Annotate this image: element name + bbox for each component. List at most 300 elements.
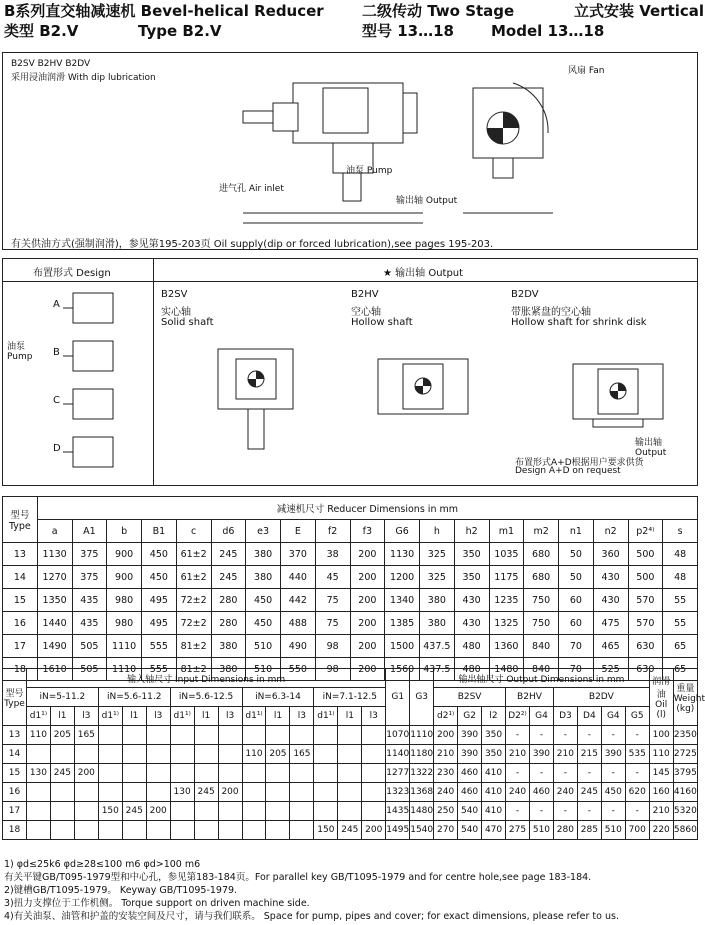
table-cell: 230 [434,764,458,783]
table-cell: 1368 [410,783,434,802]
table-row [3,612,698,635]
table-row [3,589,698,612]
table-cell: 495 [142,612,177,635]
table-cell: 280 [211,612,246,635]
table-cell: 270 [434,821,458,840]
table-cell: 245 [211,566,246,589]
table-row [3,726,698,745]
table-cell [194,745,218,764]
table-cell: 17 [3,635,38,658]
table-cell [218,745,242,764]
table-cell [266,764,290,783]
table-cell: 200 [146,802,170,821]
table-cell: 505 [72,658,107,681]
table-cell: - [577,726,601,745]
column-header: n2 [593,520,628,543]
table-cell: 630 [628,658,663,681]
table-cell: 390 [529,745,553,764]
table-cell: 17 [3,802,27,821]
table-cell: 4160 [673,783,697,802]
design-note-en: Design A+D on request [515,466,621,476]
table-cell: 200 [350,612,385,635]
table-cell: - [625,802,649,821]
column-header: b [107,520,142,543]
table-cell: 100 [649,726,673,745]
table-cell: 500 [628,543,663,566]
table-cell: 98 [315,635,350,658]
column-header: G2 [458,707,482,726]
table-cell [338,764,362,783]
table-cell: 1235 [489,589,524,612]
output-label-design: 输出轴 Output [635,438,667,458]
table-cell: 1440 [37,612,72,635]
table-cell [170,802,194,821]
page-header [4,2,705,42]
table-cell: 65 [663,658,698,681]
table-cell: 380 [211,658,246,681]
table-cell: 700 [625,821,649,840]
output-label-top: 输出轴 Output [396,196,458,206]
table-cell: 390 [458,745,482,764]
column-header: G4 [601,707,625,726]
table-cell: 620 [625,783,649,802]
table-cell: 245 [122,802,146,821]
table-cell: 488 [281,612,316,635]
table-cell [98,764,122,783]
table-cell: - [529,726,553,745]
input-output-dimensions-table [2,668,705,840]
table-cell: 1140 [386,745,410,764]
table-cell: - [553,726,577,745]
table-cell: 1270 [37,566,72,589]
column-header: m2 [524,520,559,543]
table-cell: 370 [281,543,316,566]
column-header: D4 [577,707,601,726]
shaft-b2hv-cn: 空心轴 [351,307,381,318]
column-header: A1 [72,520,107,543]
title-mid: 二级传动 Two Stage [362,2,515,20]
column-header: l1 [122,707,146,726]
table-cell: 570 [628,589,663,612]
table-cell: 210 [649,802,673,821]
table-cell: - [553,802,577,821]
table-cell [146,726,170,745]
table-row [3,783,698,802]
table-cell: 48 [663,543,698,566]
design-positions-drawing [23,283,143,483]
table-cell: 75 [315,612,350,635]
table-cell: 13 [3,543,38,566]
table-cell: 110 [26,726,50,745]
table-cell: 15 [3,589,38,612]
table-cell [362,802,386,821]
table-cell: - [506,764,530,783]
table-cell [338,726,362,745]
column-header: l3 [218,707,242,726]
table-cell: 1385 [385,612,420,635]
table-cell: - [577,764,601,783]
table-cell: 160 [649,783,673,802]
table-cell: 750 [524,612,559,635]
table-cell: 1500 [385,635,420,658]
table-cell: 1035 [489,543,524,566]
table-cell: 410 [482,802,506,821]
table-cell [242,764,266,783]
column-header: B1 [142,520,177,543]
table-cell: 2725 [673,745,697,764]
column-header: l3 [290,707,314,726]
table-cell: 510 [529,821,553,840]
table-cell: 980 [107,612,142,635]
oil-supply-footnote: 有关供油方式(强制润滑)，参见第195-203页 Oil supply(dip or forced lubrication),see pages 195-203. [11,239,494,250]
column-header: h2 [454,520,489,543]
table-cell: 570 [628,612,663,635]
output-group-header: B2DV [553,688,649,707]
table-cell: 285 [577,821,601,840]
table-header-row [3,497,698,520]
table-cell: 442 [281,589,316,612]
table-cell: 280 [553,821,577,840]
table-cell: 1360 [489,635,524,658]
table-cell: - [577,802,601,821]
shaft-b2sv-cn: 实心轴 [161,307,191,318]
lubrication-label: 采用浸油润滑 With dip lubrication [11,73,156,83]
table-cell [242,802,266,821]
table-cell [218,802,242,821]
table-cell: 14 [3,566,38,589]
model-en: Model 13…18 [491,22,605,40]
table-cell: 16 [3,612,38,635]
model-cn: 型号 13…18 [362,22,454,40]
table-cell [362,764,386,783]
note-1b: 有关平键GB/T095-1979型和中心孔，参见第183-184页。For parallel key GB/T1095-1979 and for centre hole,see page 183-184. [4,872,592,883]
table-row [3,635,698,658]
shaft-b2sv-code: B2SV [161,289,188,300]
table-cell: 350 [454,543,489,566]
table-cell: 220 [649,821,673,840]
table-cell: 50 [559,566,594,589]
table-cell: 680 [524,543,559,566]
table-cell [170,764,194,783]
position-b: B [53,347,60,358]
table-cell [194,764,218,783]
table-cell: 15 [3,764,27,783]
table-cell: 1495 [386,821,410,840]
table-cell: - [506,726,530,745]
ratio-group-header: iN=5-11.2 [26,688,98,707]
table-cell [74,802,98,821]
table-cell: 245 [50,764,74,783]
table-cell: 500 [628,566,663,589]
column-header: E [281,520,316,543]
table-cell: 205 [266,745,290,764]
table-cell: - [601,802,625,821]
table-cell: 55 [663,589,698,612]
table-cell [362,745,386,764]
table-cell: 450 [601,783,625,802]
table-cell: 430 [454,589,489,612]
table-cell: 450 [142,566,177,589]
ratio-group-header: iN=7.1-12.5 [314,688,386,707]
table-cell: - [625,726,649,745]
design-note-cn: 布置形式A+D根据用户要求供货 [515,458,644,468]
pump-label-top: 油泵 Pump [346,166,393,176]
table-cell [26,802,50,821]
column-header: h [420,520,455,543]
shaft-b2dv-code: B2DV [511,289,539,300]
table-cell: 70 [559,658,594,681]
column-header: G3 [410,669,434,726]
table-cell [314,726,338,745]
table-cell [242,783,266,802]
table-cell [194,821,218,840]
table-cell [122,764,146,783]
table-cell [290,821,314,840]
table-cell: 490 [281,635,316,658]
table-cell: 245 [577,783,601,802]
table-cell: 200 [434,726,458,745]
air-inlet-label: 进气孔 Air inlet [219,184,284,194]
table-cell: 165 [290,745,314,764]
table-cell: 150 [314,821,338,840]
table-cell: 245 [194,783,218,802]
table-cell [218,726,242,745]
table-cell: 630 [628,635,663,658]
table-cell [242,726,266,745]
side-view-drawing [213,63,633,233]
table-cell: 410 [482,764,506,783]
table-cell: 14 [3,745,27,764]
table-cell: 45 [315,566,350,589]
column-header: l3 [74,707,98,726]
table-cell: 165 [74,726,98,745]
table-cell: 390 [601,745,625,764]
table-cell [266,802,290,821]
table-cell: 200 [362,821,386,840]
table-cell: 900 [107,543,142,566]
table-cell: 480 [454,658,489,681]
table-cell: 1610 [37,658,72,681]
table-cell: 205 [50,726,74,745]
table-cell: 200 [350,658,385,681]
table-cell: 18 [3,821,27,840]
table-cell: 350 [454,566,489,589]
table-cell: 55 [663,612,698,635]
table-cell: 840 [524,635,559,658]
table-cell: 1540 [410,821,434,840]
table-cell: 450 [246,612,281,635]
table-cell: 81±2 [176,635,211,658]
table-cell [50,783,74,802]
table-cell [74,745,98,764]
table-row [3,566,698,589]
table-cell [194,726,218,745]
reducer-dimensions-table [2,496,698,681]
table-cell: 2350 [673,726,697,745]
table-cell [194,802,218,821]
table-cell: 145 [649,764,673,783]
table-cell: 430 [593,566,628,589]
table-cell [74,821,98,840]
table-cell: 510 [601,821,625,840]
table-cell: 245 [338,821,362,840]
table-cell [50,745,74,764]
note-4: 4)有关油泵、油管和护盖的安装空间及尺寸，请与我们联系。 Space for pump, pipes and cover; for exact dimensions, please refer to us. [4,911,619,922]
table-cell: 550 [281,658,316,681]
table-cell: 200 [350,589,385,612]
table-cell: 48 [663,566,698,589]
column-header: d1¹⁾ [242,707,266,726]
table-cell: 5860 [673,821,697,840]
position-d: D [53,443,61,454]
table-cell: 200 [74,764,98,783]
table-cell: 215 [577,745,601,764]
table-cell: 380 [246,543,281,566]
table-cell: 72±2 [176,612,211,635]
table-cell: 900 [107,566,142,589]
table-cell [98,821,122,840]
ratio-group-header: iN=6.3-14 [242,688,314,707]
table-cell: 72±2 [176,589,211,612]
table-cell [314,783,338,802]
table-cell: 470 [482,821,506,840]
table-row [3,745,698,764]
table-cell: 60 [559,589,594,612]
column-header: l3 [362,707,386,726]
table-cell: 1200 [385,566,420,589]
table-cell [338,783,362,802]
column-header: d1¹⁾ [26,707,50,726]
table-cell [338,802,362,821]
column-header: G5 [625,707,649,726]
table-cell: 1110 [107,635,142,658]
table-cell: 200 [350,635,385,658]
output-group-header: B2SV [434,688,506,707]
table-cell: 380 [211,635,246,658]
table-cell: 437.5 [420,635,455,658]
table-cell: 350 [482,726,506,745]
table-cell [98,783,122,802]
table-header-row [3,707,698,726]
table-cell: 680 [524,566,559,589]
type-en: Type B2.V [138,22,222,40]
column-header: e3 [246,520,281,543]
table-cell [146,821,170,840]
table-cell [122,783,146,802]
table-cell: 375 [72,543,107,566]
table-cell [266,783,290,802]
table-cell: 380 [420,612,455,635]
table-cell: 450 [246,589,281,612]
table-cell [314,764,338,783]
column-header: l3 [146,707,170,726]
table-cell: 510 [246,658,281,681]
table-cell: - [553,764,577,783]
table-cell [26,745,50,764]
table-cell: 200 [350,566,385,589]
table-cell: 430 [593,589,628,612]
table-cell: 475 [593,612,628,635]
table-cell [362,783,386,802]
table-cell: 1277 [386,764,410,783]
table-cell: 70 [559,635,594,658]
table-cell [98,745,122,764]
table-cell: 98 [315,658,350,681]
table-cell: 1110 [410,726,434,745]
position-c: C [53,395,60,406]
table-cell: 240 [434,783,458,802]
table-header-row [3,520,698,543]
note-3: 3)扭力支撑位于工作机侧。 Torque support on driven machine side. [4,898,310,909]
table-cell: 200 [350,543,385,566]
shaft-b2dv-en: Hollow shaft for shrink disk [511,317,647,328]
arrangement-section [2,258,698,486]
table-cell: 210 [434,745,458,764]
table-cell: - [625,764,649,783]
table-cell: 460 [529,783,553,802]
fan-label: 风扇 Fan [568,66,605,76]
table-cell: 440 [281,566,316,589]
table-cell [146,745,170,764]
column-header: d1¹⁾ [314,707,338,726]
table-cell: 325 [420,566,455,589]
table-cell: 60 [559,612,594,635]
note-2: 2)键槽GB/T1095-1979。 Keyway GB/T1095-1979. [4,885,238,896]
oil-header: 润滑油 Oil (l) [649,669,673,726]
design-title: 布置形式 Design [33,268,111,279]
table-cell: 525 [593,658,628,681]
table-cell: 437.5 [420,658,455,681]
input-title: 输入轴尺寸 Input Dimensions in mm [26,669,385,688]
table-cell: 210 [553,745,577,764]
weight-header: 重量 Weight (kg) [673,669,697,726]
table-cell: 350 [482,745,506,764]
table-cell: 275 [506,821,530,840]
table-cell: - [529,764,553,783]
column-header: c [176,520,211,543]
column-header: d2¹⁾ [434,707,458,726]
table-cell [50,821,74,840]
title-left: B系列直交轴减速机 Bevel-helical Reducer [4,2,324,20]
table-cell: 325 [420,543,455,566]
table-cell: 390 [458,726,482,745]
table-cell: 360 [593,543,628,566]
table-cell: 1435 [386,802,410,821]
table-cell: 245 [211,543,246,566]
column-header: D3 [553,707,577,726]
table-cell [290,783,314,802]
table-cell [242,821,266,840]
table-cell: 535 [625,745,649,764]
table-cell [266,726,290,745]
table-cell [122,726,146,745]
table-cell: 61±2 [176,566,211,589]
table-cell [50,802,74,821]
table-cell [146,764,170,783]
table-cell [26,783,50,802]
table-cell [122,821,146,840]
table-cell: 75 [315,589,350,612]
table-cell: 495 [142,589,177,612]
table-cell: 540 [458,821,482,840]
shaft-b2hv-code: B2HV [351,289,379,300]
table-cell: - [601,726,625,745]
output-title: 输出轴尺寸 Output Dimensions in mm [434,669,650,688]
table-cell [314,802,338,821]
table-cell: 3795 [673,764,697,783]
table-cell: 435 [72,612,107,635]
table-cell: 380 [246,566,281,589]
